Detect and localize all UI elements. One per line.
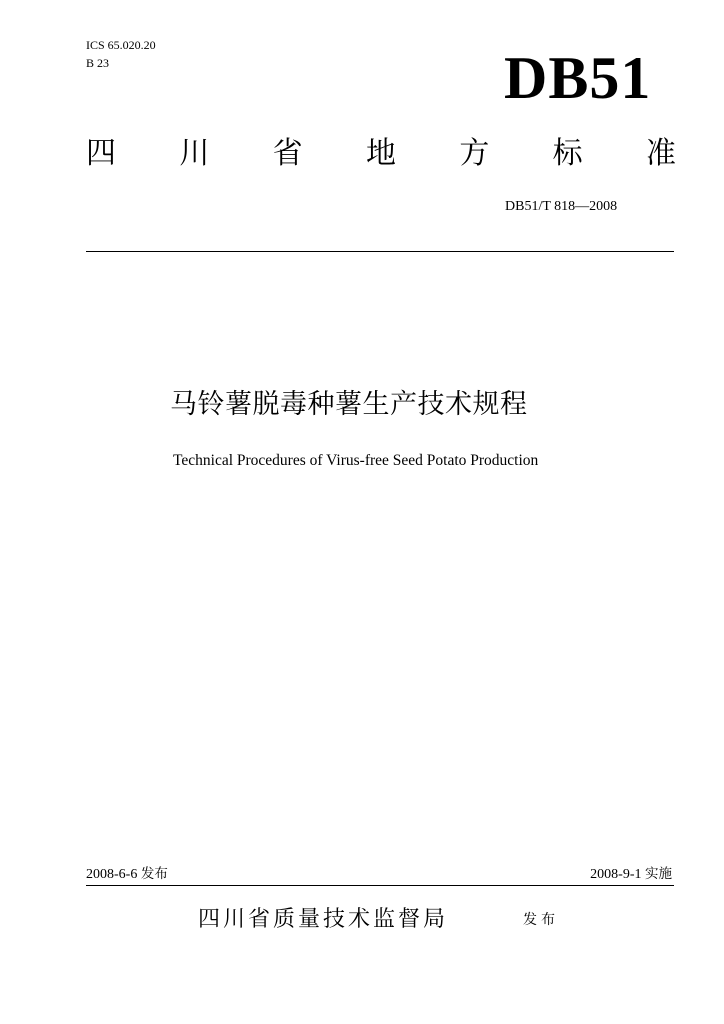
document-title-chinese: 马铃薯脱毒种薯生产技术规程 (170, 389, 528, 420)
top-divider (86, 251, 674, 252)
ics-code: ICS 65.020.20 (86, 38, 156, 52)
standard-type-char: 省 (272, 136, 303, 171)
issuing-agency: 四川省质量技术监督局 (198, 907, 449, 932)
implementation-date-label: 实施 (645, 866, 672, 882)
ccs-code: B 23 (86, 56, 110, 70)
standard-number: DB51/T 818—2008 (505, 199, 618, 214)
implementation-date-value: 2008-9-1 (590, 867, 642, 882)
standard-logo: DB51 (504, 45, 652, 111)
document-title-english: Technical Procedures of Virus-free Seed Potato Production (173, 452, 539, 469)
issue-date-value: 2008-6-6 (86, 867, 138, 882)
issue-date-label: 发布 (140, 866, 168, 882)
standard-type-heading (86, 136, 676, 172)
standard-type-char: 准 (645, 136, 676, 171)
bottom-divider (86, 885, 674, 886)
standard-type-char: 方 (459, 136, 490, 171)
issue-date (86, 865, 168, 884)
standard-type-char: 四 (86, 136, 116, 171)
implementation-date (590, 865, 672, 884)
standard-type-char: 标 (552, 136, 583, 171)
agency-issue-label: 发布 (523, 912, 559, 928)
standard-type-char: 川 (179, 136, 210, 171)
standard-type-char: 地 (365, 136, 396, 171)
